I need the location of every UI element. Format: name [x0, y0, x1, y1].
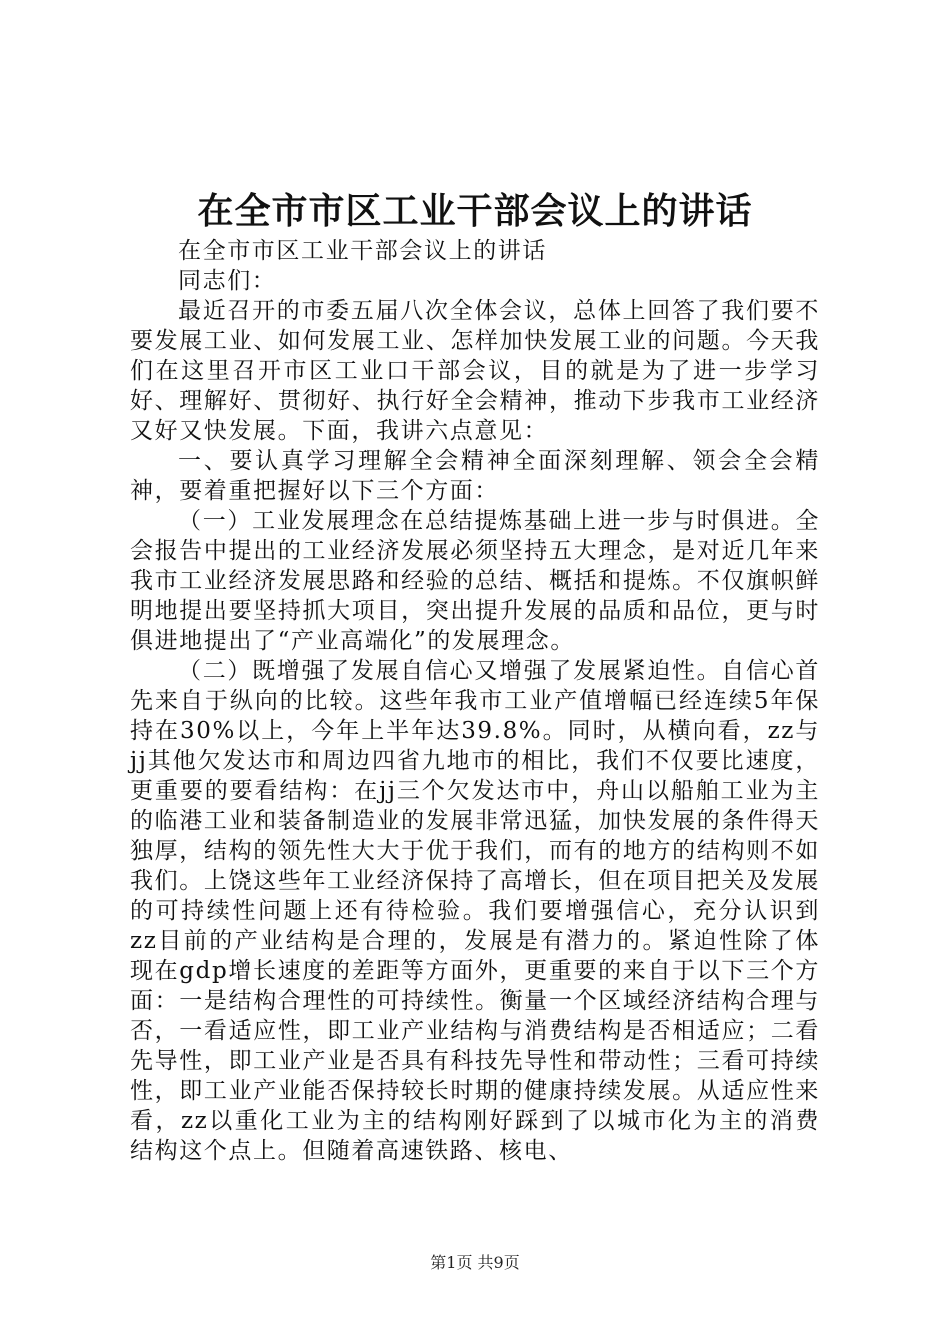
document-body [130, 236, 820, 1166]
subtitle-paragraph: 在全市市区工业干部会议上的讲话 [178, 238, 547, 264]
body-paragraph: 最近召开的市委五届八次全体会议，总体上回答了我们要不要发展工业、如何发展工业、怎样加快发展工业的问题。今天我们在这里召开市区工业口干部会议，目的就是为了进一步学习好、理解好、贯彻好、执行好全会精神，推动下步我市工业经济又好又快发展。下面，我讲六点意见： [130, 298, 820, 444]
salutation-paragraph: 同志们： [178, 268, 277, 294]
body-paragraph: （二）既增强了发展自信心又增强了发展紧迫性。自信心首先来自于纵向的比较。这些年我市工业产值增幅已经连续5年保持在30%以上，今年上半年达39.8%。同时，从横向看，zz与jj其他欠发达市和周边四省九地市的相比，我们不仅要比速度，更重要的要看结构：在jj三个欠发达市中，舟山以船舶工业为主的临港工业和装备制造业的发展非常迅猛，加快发展的条件得天独厚，结构的领先性大大于优于我们，而有的地方的结构则不如我们。上饶这些年工业经济保持了高增长，但在项目把关及发展的可持续性问题上还有待检验。我们要增强信心，充分认识到zz目前的产业结构是合理的，发展是有潜力的。紧迫性除了体现在gdp增长速度的差距等方面外，更重要的来自于以下三个方面：一是结构合理性的可持续性。衡量一个区域经济结构合理与否，一看适应性，即工业产业结构与消费结构是否相适应；二看先导性，即工业产业是否具有科技先导性和带动性；三看可持续性，即工业产业能否保持较长时期的健康持续发展。从适应性来看，zz以重化工业为主的结构刚好踩到了以城市化为主的消费结构这个点上。但随着高速铁路、核电、 [130, 658, 820, 1164]
body-paragraph: 一、要认真学习理解全会精神全面深刻理解、领会全会精神，要着重把握好以下三个方面： [130, 448, 820, 504]
page-footer: 第1页 共9页 [430, 1253, 520, 1272]
body-paragraph: （一）工业发展理念在总结提炼基础上进一步与时俱进。全会报告中提出的工业经济发展必须坚持五大理念，是对近几年来我市工业经济发展思路和经验的总结、概括和提炼。不仅旗帜鲜明地提出要坚持抓大项目，突出提升发展的品质和品位，更与时俱进地提出了“产业高端化”的发展理念。 [130, 508, 820, 654]
document-title: 在全市市区工业干部会议上的讲话 [197, 190, 753, 232]
